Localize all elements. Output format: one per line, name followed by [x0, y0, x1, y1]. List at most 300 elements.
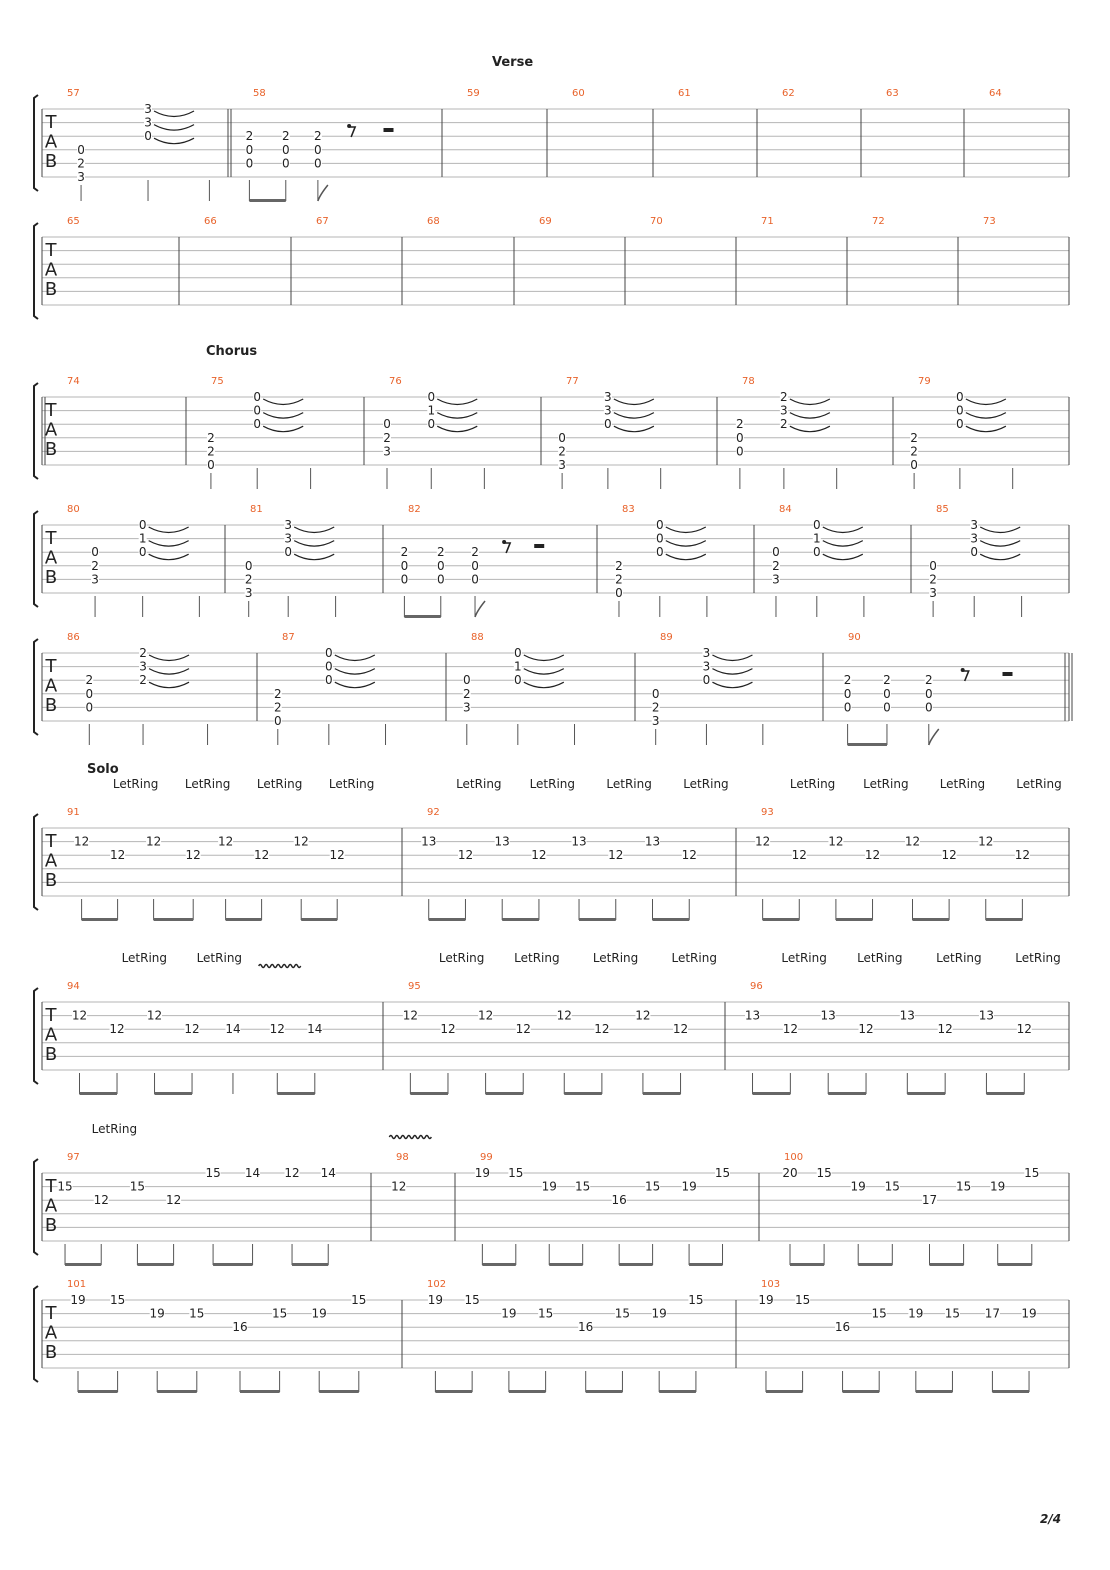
fret-number: 15: [644, 1179, 661, 1194]
fret-number: 12: [109, 1022, 125, 1037]
fret-number: 15: [944, 1306, 961, 1321]
let-ring-label: LetRing: [592, 951, 639, 965]
let-ring-label: LetRing: [671, 951, 717, 965]
measure-number: 67: [316, 216, 329, 227]
fret-number: 2: [273, 700, 282, 715]
let-ring-label: LetRing: [857, 951, 903, 965]
tab-clef-letter: T: [45, 1005, 57, 1026]
beam: [916, 1390, 953, 1393]
measure-number: 59: [467, 88, 480, 99]
eighth-flag: [318, 185, 328, 201]
fret-number: 2: [85, 673, 94, 688]
let-ring-tie: [149, 527, 189, 533]
fret-number: 12: [71, 1008, 88, 1023]
measure-number: 82: [408, 504, 421, 515]
fret-number: 2: [651, 700, 660, 715]
fret-number: 0: [513, 673, 522, 688]
fret-number: 12: [556, 1008, 572, 1023]
let-ring-tie: [524, 669, 564, 675]
let-ring-tie: [294, 527, 334, 533]
fret-number: 3: [77, 170, 85, 184]
fret-number: 12: [329, 848, 345, 863]
let-ring-tie: [437, 426, 477, 432]
measure-number: 91: [67, 807, 80, 818]
let-ring-label: LetRing: [456, 777, 502, 791]
let-ring-tie: [149, 655, 189, 661]
fret-number: 13: [571, 834, 587, 849]
beam: [998, 1263, 1032, 1266]
tab-clef-letter: A: [44, 675, 58, 697]
measure-number: 63: [886, 88, 899, 99]
measure-number: 87: [282, 632, 295, 643]
measure-number: 96: [750, 981, 763, 992]
vibrato-mark: [389, 1136, 431, 1139]
fret-number: 12: [978, 834, 994, 849]
fret-number: 15: [871, 1306, 887, 1321]
fret-number: 12: [828, 834, 844, 849]
fret-number: 15: [794, 1293, 811, 1307]
fret-number: 0: [85, 686, 94, 701]
let-ring-tie: [980, 541, 1020, 547]
fret-number: 3: [604, 390, 612, 404]
fret-number: 19: [908, 1306, 924, 1321]
fret-number: 3: [284, 518, 293, 532]
beam: [78, 1390, 118, 1393]
fret-number: 15: [109, 1293, 126, 1307]
fret-number: 13: [820, 1008, 836, 1023]
fret-number: 12: [1016, 1022, 1032, 1037]
beam: [301, 918, 337, 921]
tab-clef-letter: A: [44, 1024, 58, 1046]
fret-number: 0: [144, 129, 152, 144]
let-ring-tie: [790, 399, 830, 405]
beam: [753, 1092, 791, 1095]
fret-number: 2: [207, 444, 215, 459]
let-ring-tie: [294, 541, 334, 547]
let-ring-label: LetRing: [863, 777, 909, 791]
tab-clef-letter: T: [45, 831, 57, 852]
fret-number: 2: [910, 444, 918, 459]
fret-number: 15: [189, 1306, 205, 1321]
tab-clef-letter: T: [45, 528, 57, 549]
tab-clef-letter: B: [44, 279, 58, 300]
eighth-flag: [475, 601, 485, 617]
beam: [992, 1390, 1029, 1393]
beam: [579, 918, 616, 921]
measure-number: 61: [678, 88, 691, 99]
fret-number: 1: [812, 531, 821, 546]
fret-number: 20: [782, 1166, 798, 1180]
fret-number: 17: [984, 1306, 1001, 1321]
fret-number: 0: [281, 156, 290, 171]
beam: [157, 1390, 197, 1393]
measure-number: 102: [427, 1279, 447, 1290]
half-rest: [1003, 672, 1013, 676]
fret-number: 0: [655, 531, 664, 546]
system-bracket: [34, 1286, 38, 1382]
system-bracket: [34, 511, 38, 607]
fret-number: 0: [812, 518, 821, 532]
fret-number: 12: [145, 834, 162, 849]
beam: [435, 1390, 472, 1393]
measure-number: 71: [761, 216, 774, 227]
fret-number: 0: [843, 700, 852, 715]
beam: [429, 918, 466, 921]
fret-number: 12: [941, 848, 957, 863]
fret-number: 2: [244, 572, 253, 587]
fret-number: 15: [614, 1306, 631, 1321]
let-ring-label: LetRing: [529, 777, 576, 791]
fret-number: 12: [402, 1008, 419, 1023]
fret-number: 12: [754, 834, 771, 849]
beam: [986, 918, 1023, 921]
eighth-rest: [349, 127, 355, 137]
fret-number: 0: [910, 458, 918, 472]
fret-number: 12: [477, 1008, 494, 1023]
fret-number: 12: [681, 848, 697, 863]
fret-number: 0: [281, 142, 290, 157]
beam: [240, 1390, 280, 1393]
fret-number: 15: [537, 1306, 554, 1321]
beam: [65, 1263, 101, 1266]
beam: [766, 1390, 803, 1393]
fret-number: 15: [205, 1166, 221, 1180]
fret-number: 12: [864, 848, 881, 863]
beam: [155, 1092, 193, 1095]
beam: [410, 1092, 448, 1095]
beam: [226, 918, 262, 921]
fret-number: 15: [955, 1179, 972, 1194]
fret-number: 2: [139, 673, 147, 688]
fret-number: 12: [782, 1022, 799, 1037]
measure-number: 76: [389, 376, 402, 387]
let-ring-tie: [149, 682, 189, 688]
tab-clef-letter: A: [44, 1195, 58, 1217]
fret-number: 2: [780, 417, 788, 432]
fret-number: 0: [843, 686, 852, 701]
fret-number: 0: [253, 390, 262, 404]
let-ring-label: LetRing: [121, 951, 168, 965]
measure-number: 72: [872, 216, 885, 227]
measure-number: 81: [250, 504, 263, 515]
fret-number: 12: [269, 1022, 285, 1037]
let-ring-tie: [966, 426, 1006, 432]
measure-number: 73: [983, 216, 996, 227]
let-ring-tie: [790, 426, 830, 432]
system-bracket: [34, 223, 38, 319]
let-ring-tie: [823, 554, 863, 560]
fret-number: 2: [615, 572, 623, 587]
beam: [404, 615, 440, 618]
measure-number: 85: [936, 504, 949, 515]
fret-number: 12: [185, 848, 201, 863]
fret-number: 3: [651, 714, 660, 728]
beam: [292, 1263, 328, 1266]
fret-number: 0: [245, 142, 254, 157]
measure-number: 101: [67, 1279, 87, 1290]
beam: [80, 1092, 118, 1095]
fret-number: 0: [558, 430, 566, 445]
vibrato-mark: [259, 965, 301, 968]
measure-number: 97: [67, 1152, 80, 1163]
fret-number: 13: [899, 1008, 915, 1023]
fret-number: 0: [924, 700, 933, 715]
fret-number: 0: [91, 545, 99, 560]
beam: [858, 1263, 892, 1266]
fret-number: 15: [1024, 1166, 1040, 1180]
fret-number: 12: [284, 1166, 300, 1180]
fret-number: 0: [956, 390, 964, 404]
fret-number: 0: [324, 659, 333, 674]
fret-number: 0: [77, 142, 85, 157]
fret-number: 0: [812, 545, 821, 560]
let-ring-label: LetRing: [184, 777, 231, 791]
system-bracket: [34, 1159, 38, 1255]
fret-number: 19: [541, 1179, 557, 1194]
fret-number: 0: [956, 417, 964, 432]
let-ring-label: LetRing: [781, 951, 827, 965]
beam: [249, 199, 285, 202]
fret-number: 3: [284, 531, 293, 546]
beam: [82, 918, 118, 921]
fret-number: 2: [883, 673, 891, 688]
let-ring-label: LetRing: [606, 777, 652, 791]
fret-number: 0: [702, 673, 711, 688]
fret-number: 12: [594, 1022, 610, 1037]
beam: [848, 743, 887, 746]
tab-clef-letter: T: [45, 112, 57, 133]
beam: [763, 918, 800, 921]
measure-number: 95: [408, 981, 421, 992]
eighth-rest-dot: [961, 668, 965, 672]
let-ring-tie: [154, 111, 194, 117]
tab-clef-letter: T: [45, 656, 57, 677]
fret-number: 12: [440, 1022, 456, 1037]
fret-number: 0: [324, 646, 333, 660]
fret-number: 12: [791, 848, 807, 863]
fret-number: 16: [611, 1193, 627, 1208]
fret-number: 2: [843, 673, 852, 688]
fret-number: 3: [144, 102, 152, 116]
eighth-rest-dot: [347, 124, 351, 128]
beam: [790, 1263, 824, 1266]
let-ring-tie: [712, 682, 752, 688]
fret-number: 0: [138, 518, 147, 532]
measure-number: 98: [396, 1152, 409, 1163]
let-ring-tie: [666, 527, 706, 533]
fret-number: 12: [391, 1179, 407, 1194]
fret-number: 19: [681, 1179, 697, 1194]
beam: [836, 918, 873, 921]
let-ring-label: LetRing: [1015, 951, 1061, 965]
beam: [549, 1263, 582, 1266]
let-ring-label: LetRing: [683, 777, 729, 791]
let-ring-tie: [263, 413, 303, 419]
fret-number: 15: [816, 1166, 832, 1180]
tab-clef-letter: B: [44, 567, 58, 588]
fret-number: 16: [232, 1320, 248, 1335]
let-ring-tie: [149, 669, 189, 675]
fret-number: 2: [471, 545, 479, 560]
tab-clef-letter: B: [44, 439, 58, 460]
fret-number: 13: [978, 1008, 995, 1023]
let-ring-tie: [823, 541, 863, 547]
let-ring-tie: [263, 426, 303, 432]
beam: [509, 1390, 546, 1393]
measure-number: 94: [67, 981, 80, 992]
let-ring-tie: [437, 399, 477, 405]
fret-number: 2: [91, 558, 99, 573]
let-ring-tie: [149, 541, 189, 547]
beam: [659, 1390, 696, 1393]
measure-number: 75: [211, 376, 224, 387]
let-ring-label: LetRing: [91, 1122, 138, 1136]
let-ring-label: LetRing: [196, 951, 243, 965]
fret-number: 15: [464, 1293, 480, 1307]
let-ring-tie: [294, 554, 334, 560]
fret-number: 0: [956, 403, 964, 418]
let-ring-tie: [823, 527, 863, 533]
fret-number: 12: [672, 1022, 689, 1037]
tab-clef-letter: B: [44, 1044, 58, 1065]
let-ring-label: LetRing: [939, 777, 986, 791]
system-bracket: [34, 639, 38, 735]
fret-number: 3: [780, 403, 788, 418]
fret-number: 2: [245, 129, 254, 144]
fret-number: 13: [494, 834, 510, 849]
fret-number: 3: [604, 403, 612, 418]
fret-number: 12: [635, 1008, 651, 1023]
let-ring-tie: [149, 554, 189, 560]
fret-number: 0: [253, 417, 262, 432]
measure-number: 86: [67, 632, 80, 643]
beam: [319, 1390, 359, 1393]
beam: [907, 1092, 945, 1095]
measure-number: 57: [67, 88, 80, 99]
fret-number: 15: [57, 1179, 73, 1194]
fret-number: 12: [93, 1193, 109, 1208]
fret-number: 14: [225, 1022, 241, 1037]
let-ring-tie: [335, 655, 375, 661]
fret-number: 0: [314, 156, 322, 171]
fret-number: 0: [924, 686, 933, 701]
fret-number: 0: [883, 686, 891, 701]
fret-number: 2: [436, 545, 445, 560]
let-ring-tie: [712, 669, 752, 675]
fret-number: 3: [91, 572, 99, 587]
fret-number: 3: [144, 115, 152, 130]
beam: [137, 1263, 173, 1266]
measure-number: 100: [784, 1152, 804, 1163]
fret-number: 3: [244, 586, 253, 600]
let-ring-label: LetRing: [112, 777, 159, 791]
let-ring-tie: [154, 125, 194, 131]
fret-number: 12: [73, 834, 90, 849]
beam: [564, 1092, 602, 1095]
let-ring-tie: [666, 541, 706, 547]
fret-number: 12: [165, 1193, 182, 1208]
let-ring-label: LetRing: [328, 777, 375, 791]
fret-number: 0: [436, 572, 445, 587]
fret-number: 2: [207, 430, 215, 445]
fret-number: 0: [471, 572, 479, 587]
fret-number: 19: [427, 1293, 444, 1307]
tab-clef-letter: B: [44, 870, 58, 891]
fret-number: 3: [772, 572, 780, 587]
beam: [643, 1092, 681, 1095]
fret-number: 0: [436, 558, 445, 573]
beam: [154, 918, 194, 921]
half-rest: [384, 128, 394, 132]
fret-number: 13: [644, 834, 661, 849]
beam: [213, 1263, 252, 1266]
measure-number: 84: [779, 504, 792, 515]
section-label-chorus: Chorus: [206, 344, 258, 359]
system-bracket: [34, 988, 38, 1084]
fret-number: 3: [702, 659, 711, 674]
fret-number: 12: [904, 834, 921, 849]
let-ring-tie: [980, 527, 1020, 533]
let-ring-label: LetRing: [1016, 777, 1062, 791]
fret-number: 19: [70, 1293, 86, 1307]
fret-number: 12: [146, 1008, 163, 1023]
let-ring-label: LetRing: [256, 777, 303, 791]
measure-number: 78: [742, 376, 755, 387]
beam: [502, 918, 539, 921]
fret-number: 14: [320, 1166, 336, 1180]
measure-number: 69: [539, 216, 552, 227]
measure-number: 80: [67, 504, 80, 515]
fret-number: 0: [462, 673, 471, 688]
fret-number: 0: [929, 558, 937, 573]
beam: [828, 1092, 866, 1095]
fret-number: 17: [921, 1193, 938, 1208]
fret-number: 19: [474, 1166, 491, 1180]
fret-number: 19: [1021, 1306, 1037, 1321]
tab-clef-letter: A: [44, 1322, 58, 1344]
fret-number: 12: [457, 848, 474, 863]
fret-number: 12: [217, 834, 234, 849]
let-ring-tie: [712, 655, 752, 661]
fret-number: 3: [970, 518, 979, 532]
tab-clef-letter: A: [44, 259, 58, 281]
fret-number: 1: [513, 659, 522, 674]
fret-number: 0: [207, 458, 215, 472]
fret-number: 0: [604, 417, 612, 432]
let-ring-tie: [263, 399, 303, 405]
system-bracket: [34, 95, 38, 191]
beam: [912, 918, 949, 921]
fret-number: 12: [253, 848, 270, 863]
let-ring-tie: [980, 554, 1020, 560]
let-ring-tie: [966, 413, 1006, 419]
eighth-rest-dot: [502, 540, 506, 544]
tab-clef-letter: A: [44, 131, 58, 153]
eighth-flag: [929, 729, 939, 745]
let-ring-tie: [666, 554, 706, 560]
fret-number: 12: [608, 848, 624, 863]
eighth-rest: [963, 671, 969, 681]
half-rest: [534, 544, 544, 548]
fret-number: 2: [383, 430, 391, 445]
fret-number: 0: [324, 673, 333, 688]
measure-number: 62: [782, 88, 795, 99]
measure-number: 79: [918, 376, 931, 387]
fret-number: 0: [471, 558, 479, 573]
eighth-rest: [504, 543, 510, 553]
tab-clef-letter: A: [44, 419, 58, 441]
fret-number: 3: [462, 700, 471, 715]
